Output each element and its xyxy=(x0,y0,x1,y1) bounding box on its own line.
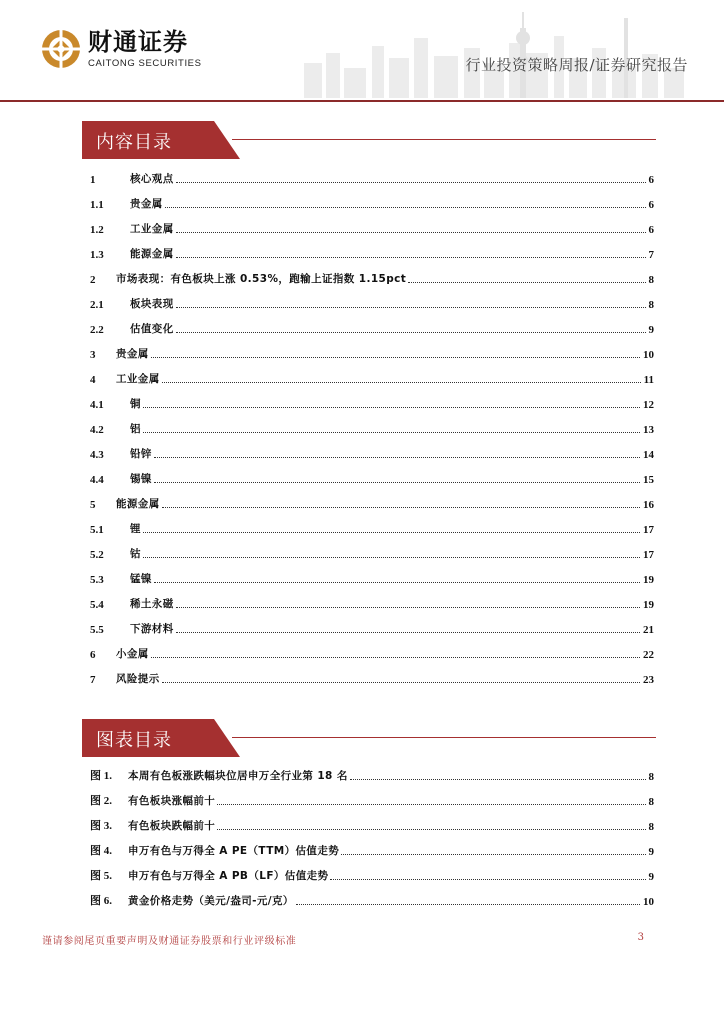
report-type-title: 行业投资策略周报/证券研究报告 xyxy=(465,56,688,74)
dot-leader xyxy=(296,904,640,905)
toc-entry-title: 铜 xyxy=(130,398,141,410)
toc-entry-number: 3 xyxy=(90,349,96,361)
dot-leader xyxy=(154,457,640,458)
toc-entry-page: 19 xyxy=(643,599,654,611)
toc-entry-number: 4 xyxy=(90,374,96,386)
toc-entry[interactable] xyxy=(90,345,654,361)
figure-entry-title: 有色板块涨幅前十 xyxy=(128,795,216,807)
toc-entry-page: 8 xyxy=(648,299,654,311)
toc-entry-page: 21 xyxy=(643,624,654,636)
toc-entry-title: 贵金属 xyxy=(130,198,163,210)
figures-heading-rule xyxy=(232,737,656,738)
figure-entry-number: 图 1. xyxy=(90,770,112,782)
toc-entry[interactable] xyxy=(90,445,654,461)
toc-entry[interactable] xyxy=(90,470,654,486)
figures-heading-label: 图表目录 xyxy=(96,730,172,751)
toc-entry[interactable] xyxy=(90,670,654,686)
toc-entry-page: 17 xyxy=(643,549,654,561)
toc-entry-number: 4.1 xyxy=(90,399,104,411)
toc-entry-page: 6 xyxy=(648,224,654,236)
figure-entry-page: 8 xyxy=(648,771,654,783)
company-name-en: CAITONG SECURITIES xyxy=(88,58,202,69)
toc-entry-title: 估值变化 xyxy=(130,323,174,335)
toc-entry-number: 2 xyxy=(90,274,96,286)
toc-entry-title: 钴 xyxy=(130,548,141,560)
toc-entry-title: 铝 xyxy=(130,423,141,435)
toc-entry[interactable] xyxy=(90,570,654,586)
dot-leader xyxy=(162,507,640,508)
dot-leader xyxy=(143,432,640,433)
header-divider xyxy=(0,100,724,102)
dot-leader xyxy=(151,357,640,358)
figure-entry-number: 图 3. xyxy=(90,820,112,832)
toc-entry-number: 6 xyxy=(90,649,96,661)
toc-entry-number: 5.1 xyxy=(90,524,104,536)
page-header xyxy=(0,0,724,104)
city-skyline-illustration xyxy=(294,8,694,98)
company-name-cn: 财通证券 xyxy=(88,28,188,56)
dot-leader xyxy=(162,382,641,383)
toc-entry-title: 能源金属 xyxy=(130,248,174,260)
dot-leader xyxy=(217,804,645,805)
toc-entry-title: 板块表现 xyxy=(130,298,174,310)
toc-entry-page: 11 xyxy=(643,374,654,386)
toc-entry-page: 15 xyxy=(643,474,654,486)
dot-leader xyxy=(151,657,640,658)
toc-entry[interactable] xyxy=(90,395,654,411)
toc-entry[interactable] xyxy=(90,170,654,186)
toc-entry[interactable] xyxy=(90,545,654,561)
table-of-contents xyxy=(90,170,654,690)
toc-entry-number: 1.3 xyxy=(90,249,104,261)
caitong-logo-icon xyxy=(40,28,82,70)
toc-entry[interactable] xyxy=(90,320,654,336)
figure-entry[interactable] xyxy=(90,792,654,808)
toc-entry-title: 工业金属 xyxy=(116,373,160,385)
toc-entry-number: 5.4 xyxy=(90,599,104,611)
figure-entry[interactable] xyxy=(90,842,654,858)
page-number: 3 xyxy=(637,932,644,943)
toc-entry-number: 4.4 xyxy=(90,474,104,486)
toc-entry[interactable] xyxy=(90,495,654,511)
figure-entry[interactable] xyxy=(90,892,654,908)
toc-entry[interactable] xyxy=(90,595,654,611)
dot-leader xyxy=(176,307,646,308)
dot-leader xyxy=(217,829,645,830)
toc-entry-title: 锂 xyxy=(130,523,141,535)
figures-section-heading xyxy=(82,719,656,757)
dot-leader xyxy=(330,879,645,880)
toc-entry-title: 工业金属 xyxy=(130,223,174,235)
figure-entry[interactable] xyxy=(90,767,654,783)
toc-entry-page: 9 xyxy=(648,324,654,336)
dot-leader xyxy=(350,779,646,780)
toc-entry[interactable] xyxy=(90,195,654,211)
toc-entry-page: 23 xyxy=(643,674,654,686)
figure-entry-title: 有色板块跌幅前十 xyxy=(128,820,216,832)
toc-entry-number: 2.2 xyxy=(90,324,104,336)
toc-entry-number: 5.5 xyxy=(90,624,104,636)
toc-section-heading xyxy=(82,121,656,159)
toc-entry-page: 17 xyxy=(643,524,654,536)
dot-leader xyxy=(143,557,640,558)
toc-entry[interactable] xyxy=(90,645,654,661)
toc-entry-title: 下游材料 xyxy=(130,623,174,635)
figure-entry-page: 8 xyxy=(648,821,654,833)
toc-entry-title: 贵金属 xyxy=(116,348,149,360)
toc-entry-number: 1.2 xyxy=(90,224,104,236)
toc-entry-page: 7 xyxy=(648,249,654,261)
toc-entry-title: 能源金属 xyxy=(116,498,160,510)
toc-entry[interactable] xyxy=(90,220,654,236)
figure-entry-title: 黄金价格走势（美元/盎司-元/克） xyxy=(128,895,294,907)
toc-entry-title: 市场表现：有色板块上涨 0.53%，跑输上证指数 1.15pct xyxy=(116,273,407,285)
dot-leader xyxy=(176,632,640,633)
toc-entry-number: 5.2 xyxy=(90,549,104,561)
toc-entry-page: 14 xyxy=(643,449,654,461)
toc-entry-title: 风险提示 xyxy=(116,673,160,685)
dot-leader xyxy=(154,482,640,483)
toc-entry-page: 16 xyxy=(643,499,654,511)
figure-entry-page: 10 xyxy=(643,896,654,908)
figure-entry-number: 图 2. xyxy=(90,795,112,807)
figure-entry-page: 8 xyxy=(648,796,654,808)
toc-entry-page: 6 xyxy=(648,174,654,186)
toc-heading-label: 内容目录 xyxy=(96,132,172,153)
figure-entry-number: 图 4. xyxy=(90,845,112,857)
dot-leader xyxy=(176,607,640,608)
toc-entry-page: 13 xyxy=(643,424,654,436)
toc-heading-rule xyxy=(232,139,656,140)
toc-entry[interactable] xyxy=(90,520,654,536)
dot-leader xyxy=(154,582,640,583)
dot-leader xyxy=(176,332,646,333)
dot-leader xyxy=(176,182,646,183)
toc-entry-page: 10 xyxy=(643,349,654,361)
figure-entry-title: 申万有色与万得全 A PE（TTM）估值走势 xyxy=(128,845,340,857)
dot-leader xyxy=(176,257,646,258)
toc-entry-number: 1 xyxy=(90,174,96,186)
toc-entry[interactable] xyxy=(90,620,654,636)
toc-entry-number: 1.1 xyxy=(90,199,104,211)
dot-leader xyxy=(176,232,646,233)
footer-disclaimer: 谨请参阅尾页重要声明及财通证券股票和行业评级标准 xyxy=(42,936,297,947)
toc-entry[interactable] xyxy=(90,270,654,286)
dot-leader xyxy=(143,532,640,533)
figure-entry-number: 图 5. xyxy=(90,870,112,882)
toc-entry-number: 7 xyxy=(90,674,96,686)
toc-entry[interactable] xyxy=(90,295,654,311)
toc-entry-title: 锰镍 xyxy=(130,573,152,585)
toc-entry-number: 2.1 xyxy=(90,299,104,311)
dot-leader xyxy=(408,282,645,283)
toc-entry[interactable] xyxy=(90,420,654,436)
toc-entry[interactable] xyxy=(90,245,654,261)
figure-entry-title: 本周有色板涨跌幅块位居申万全行业第 18 名 xyxy=(128,770,348,782)
dot-leader xyxy=(143,407,640,408)
toc-entry-number: 5.3 xyxy=(90,574,104,586)
figure-entry-page: 9 xyxy=(648,846,654,858)
figure-entry[interactable] xyxy=(90,867,654,883)
dot-leader xyxy=(165,207,646,208)
toc-entry-page: 6 xyxy=(648,199,654,211)
toc-entry-number: 4.3 xyxy=(90,449,104,461)
figure-entry[interactable] xyxy=(90,817,654,833)
toc-entry-title: 锡镍 xyxy=(130,473,152,485)
toc-entry-page: 22 xyxy=(643,649,654,661)
figure-entry-number: 图 6. xyxy=(90,895,112,907)
toc-entry-number: 4.2 xyxy=(90,424,104,436)
toc-entry-number: 5 xyxy=(90,499,96,511)
toc-entry-title: 核心观点 xyxy=(130,173,174,185)
toc-entry-page: 19 xyxy=(643,574,654,586)
toc-entry-page: 12 xyxy=(643,399,654,411)
toc-entry[interactable] xyxy=(90,370,654,386)
figure-entry-page: 9 xyxy=(648,871,654,883)
toc-entry-title: 铅锌 xyxy=(130,448,152,460)
toc-entry-title: 小金属 xyxy=(116,648,149,660)
toc-entry-page: 8 xyxy=(648,274,654,286)
list-of-figures xyxy=(90,767,654,917)
company-logo xyxy=(40,28,202,70)
dot-leader xyxy=(341,854,645,855)
dot-leader xyxy=(162,682,640,683)
toc-entry-title: 稀土永磁 xyxy=(130,598,174,610)
figure-entry-title: 申万有色与万得全 A PB（LF）估值走势 xyxy=(128,870,329,882)
